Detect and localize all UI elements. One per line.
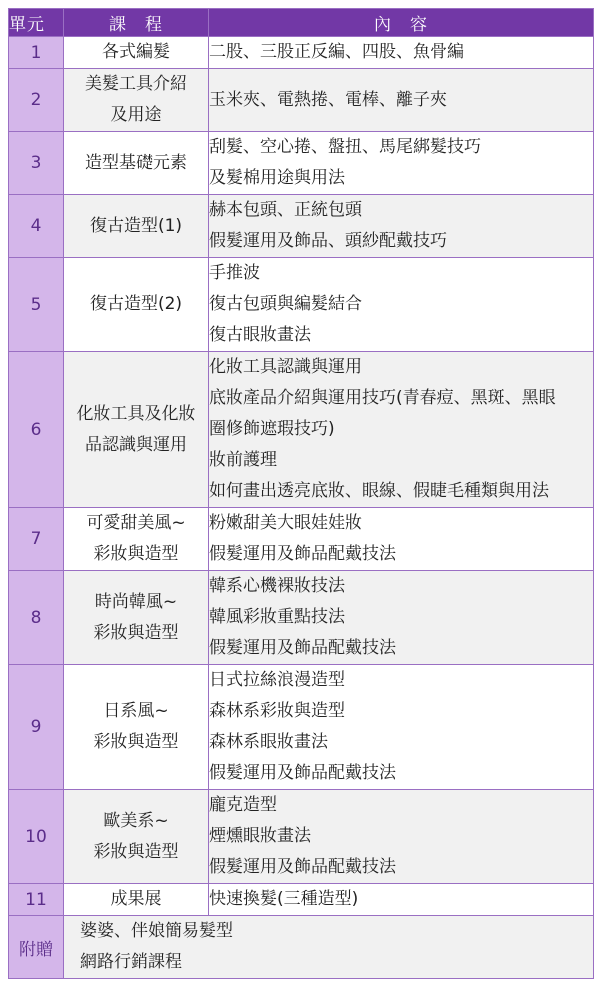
course-content: [209, 790, 594, 884]
course-name-line: 彩妝與造型: [93, 841, 179, 862]
curriculum-table: [8, 8, 594, 979]
unit-number: 2: [9, 69, 64, 132]
content-line: 假髮運用及飾品配戴技法: [209, 638, 396, 658]
unit-number: 4: [9, 195, 64, 258]
table-row: [9, 132, 594, 195]
course-name: [64, 258, 209, 352]
table-row: [9, 69, 594, 132]
course-name: [64, 69, 209, 132]
course-name: [64, 352, 209, 508]
content-line: 森林系眼妝畫法: [209, 732, 328, 752]
content-line: 龐克造型: [209, 795, 277, 815]
course-name-line: 歐美系~: [103, 810, 169, 831]
content-line: 手推波: [209, 263, 260, 283]
course-name-line: 美髮工具介紹: [85, 74, 187, 94]
course-content: [209, 571, 594, 665]
table-row: [9, 258, 594, 352]
content-line: 如何畫出透亮底妝、眼線、假睫毛種類與用法: [209, 481, 549, 501]
unit-number: 1: [9, 37, 64, 69]
unit-number: 8: [9, 571, 64, 665]
content-line: 化妝工具認識與運用: [209, 357, 362, 377]
course-name: [64, 790, 209, 884]
content-line: 韓風彩妝重點技法: [209, 607, 345, 627]
content-line: 假髮運用及飾品、頭紗配戴技巧: [209, 231, 447, 251]
unit-number: 5: [9, 258, 64, 352]
header-course: 課 程: [64, 9, 209, 37]
course-name-line: 化妝工具及化妝: [76, 403, 196, 424]
content-line: 粉嫩甜美大眼娃娃妝: [209, 513, 362, 533]
content-line: 煙燻眼妝畫法: [209, 826, 311, 846]
table-row: [9, 352, 594, 508]
course-name-line: 復古造型(1): [89, 215, 183, 236]
content-line: 妝前護理: [209, 450, 277, 470]
course-content: [209, 665, 594, 790]
content-line: 快速換髮(三種造型): [209, 889, 359, 909]
table-header-row: [9, 9, 594, 37]
course-name-line: 成果展: [110, 889, 162, 909]
course-name: [64, 884, 209, 916]
course-name-line: 及用途: [110, 105, 162, 125]
table-row: [9, 665, 594, 790]
course-name-line: 造型基礎元素: [85, 152, 187, 173]
content-line: 赫本包頭、正統包頭: [209, 200, 362, 220]
unit-number: 6: [9, 352, 64, 508]
content-line: 復古包頭與編髮結合: [209, 294, 362, 314]
course-content: [209, 132, 594, 195]
course-content: [209, 258, 594, 352]
content-line: 圈修飾遮瑕技巧): [209, 419, 335, 439]
content-line: 森林系彩妝與造型: [209, 701, 345, 721]
unit-number: 9: [9, 665, 64, 790]
course-name: [64, 508, 209, 571]
course-name-line: 彩妝與造型: [93, 622, 179, 643]
appendix-label: 附贈: [9, 916, 64, 979]
appendix-row: [9, 916, 594, 979]
course-content: [209, 37, 594, 69]
content-line: 假髮運用及飾品配戴技法: [209, 763, 396, 783]
course-name-line: 復古造型(2): [89, 294, 183, 314]
content-line: 及髮棉用途與用法: [209, 168, 345, 188]
content-line: 假髮運用及飾品配戴技法: [209, 857, 396, 877]
header-content: 內 容: [209, 9, 594, 37]
course-content: [209, 508, 594, 571]
header-unit: 單元: [9, 9, 64, 37]
course-name-line: 彩妝與造型: [93, 544, 179, 564]
appendix-line: 網路行銷課程: [80, 952, 182, 972]
content-line: 韓系心機裸妝技法: [209, 576, 345, 596]
course-name: [64, 37, 209, 69]
unit-number: 7: [9, 508, 64, 571]
course-content: [209, 69, 594, 132]
table-row: [9, 195, 594, 258]
table-row: [9, 508, 594, 571]
content-line: 二股、三股正反編、四股、魚骨編: [209, 42, 464, 62]
content-line: 玉米夾、電熱捲、電棒、離子夾: [209, 89, 447, 110]
course-name: [64, 665, 209, 790]
course-content: [209, 352, 594, 508]
table-body: [9, 37, 594, 979]
course-name-line: 時尚韓風~: [94, 591, 178, 612]
course-name: [64, 571, 209, 665]
unit-number: 3: [9, 132, 64, 195]
table-row: [9, 37, 594, 69]
content-line: 底妝產品介紹與運用技巧(青春痘、黑斑、黑眼: [209, 388, 556, 408]
appendix-line: 婆婆、伴娘簡易髮型: [80, 921, 233, 941]
table-row: [9, 884, 594, 916]
course-name: [64, 132, 209, 195]
course-name-line: 品認識與運用: [85, 434, 187, 455]
appendix-content: [64, 916, 594, 979]
table-row: [9, 790, 594, 884]
course-name-line: 各式編髮: [102, 42, 170, 62]
course-content: [209, 884, 594, 916]
unit-number: 10: [9, 790, 64, 884]
course-name-line: 可愛甜美風~: [86, 513, 186, 533]
content-line: 日式拉絲浪漫造型: [209, 670, 345, 690]
course-name-line: 彩妝與造型: [93, 732, 179, 752]
content-line: 復古眼妝畫法: [209, 325, 311, 345]
course-name: [64, 195, 209, 258]
table-row: [9, 571, 594, 665]
course-name-line: 日系風~: [103, 701, 169, 721]
course-content: [209, 195, 594, 258]
content-line: 刮髮、空心捲、盤扭、馬尾綁髮技巧: [209, 137, 481, 157]
content-line: 假髮運用及飾品配戴技法: [209, 544, 396, 564]
unit-number: 11: [9, 884, 64, 916]
